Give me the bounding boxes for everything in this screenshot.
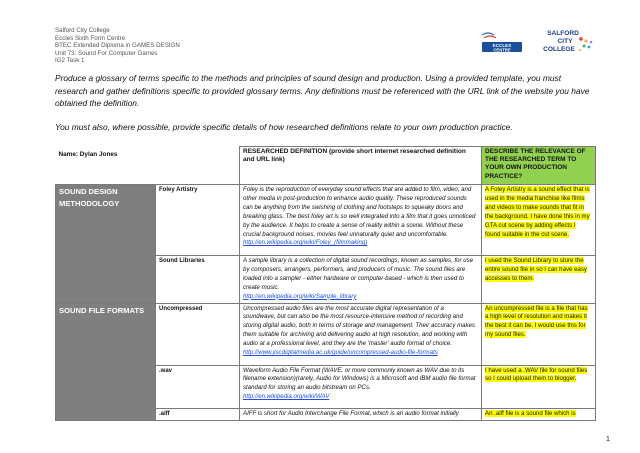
definition-cell [240, 185, 482, 256]
relevance-text: I used the Sound Library to store the entire sound file in so I can have easy accesses to them. [485, 257, 587, 282]
eccles-centre-logo [478, 30, 526, 54]
brief-paragraph: You must also, where possible, provide specific details of how researched definitions relate to your own production practice. [55, 121, 513, 132]
term-cell: Foley Artistry [156, 185, 240, 256]
relevance-cell [482, 303, 596, 365]
definition-text: A sample library is a collection of digital sound recordings, known as samples, for use by composers, arrangers, performers, and producers of music. The sound files are loaded into a sampler - either hardware or computer-based - which is then used to create music. [243, 257, 474, 291]
relevance-cell [482, 256, 596, 304]
definition-cell [240, 256, 482, 304]
section-sound-design-methodology: SOUND DESIGN METHODOLOGY [56, 185, 156, 304]
header-line: Unit 73: Sound For Computer Games [55, 49, 158, 57]
header-line: BTEC Extended Diploma in GAMES DESIGN [55, 42, 180, 50]
term-cell: Sound Libraries [156, 256, 240, 304]
svg-text:CENTRE: CENTRE [493, 47, 511, 53]
student-name: Name: Dylan Jones [56, 147, 240, 185]
svg-text:CITY: CITY [557, 38, 573, 45]
svg-text:COLLEGE: COLLEGE [543, 46, 575, 53]
salford-city-college-logo [533, 26, 597, 56]
definition-cell [240, 408, 482, 420]
relevance-text: I have used a .WAV file for sound files so I could upload them to blogger. [485, 366, 588, 383]
definition-link[interactable]: http://en.wikipedia.org/wiki/Foley_(filmmaking) [243, 239, 368, 247]
relevance-cell [482, 408, 596, 420]
relevance-cell [482, 365, 596, 408]
definition-cell [240, 365, 482, 408]
table-header-row [56, 147, 596, 185]
glossary-table [55, 146, 596, 421]
assignment-brief [55, 72, 595, 144]
term-cell: .wav [156, 365, 240, 408]
definition-text: Waveform Audio File Format (WAVE, or more commonly known as WAV due to its filename extension)(rarely, Audio for Windows) is a Microsoft and IBM audio file format standard for storing an audio bitstream on PCs. [243, 366, 476, 392]
term-cell: Uncompressed [156, 303, 240, 365]
definition-text: Foley is the reproduction of everyday sound effects that are added to film, video, and other media in post-production to enhance audio quality. These reproduced sounds can be anything from the swishing of clothing and footsteps to squeaky doors and breaking glass. The best foley art is so well integrated into a film that it goes unnoticed by the audience. It helps to create a sense of reality within a scene. Without these crucial background noises, movies feel unnaturally quiet and uncomfortable. [243, 186, 476, 238]
header-line: Eccles Sixth Form Centre [55, 34, 126, 42]
definition-link[interactable]: http://www.jiscdigitalmedia.ac.uk/guide/uncompressed-audio-file-formats [243, 349, 438, 357]
relevance-text: A Foley Artistry is a sound effect that is used in the media franchise like films and videos to make sounds that fit in the background. I have done this in my GTA cut scene by adding effects I found suitable in the cut scene. [485, 186, 590, 238]
table-row [56, 185, 596, 256]
definition-text: AIFF is short for Audio Interchange File Format, which is an audio format initially [243, 409, 459, 417]
term-cell: .aiff [156, 408, 240, 420]
relevance-column-header: DESCRIBE THE RELEVANCE OF THE RESEARCHED TERM TO YOUR OWN PRODUCTION PRACTICE? [482, 147, 596, 185]
relevance-cell [482, 185, 596, 256]
header-line: Salford City College [55, 27, 110, 34]
definition-text: Uncompressed audio files are the most accurate digital representation of a soundwave, but can also be the most resource-intensive method of recording and storing digital audio, both in terms of storage and management. Their accuracy makes them suitable for archiving and delivering audio at high resolution, and working with audio at a professional level, and they are the 'master' audio format of choice. [243, 304, 476, 348]
header-line: IG2 Task 1 [55, 57, 85, 65]
definition-cell [240, 303, 482, 365]
section-sound-file-formats: SOUND FILE FORMATS [56, 303, 156, 420]
page-number: 1 [606, 436, 610, 443]
brief-paragraph: Produce a glossary of terms specific to the methods and principles of sound design and production. Using a provided template, you must research and gather definitions specific to provided glossary terms. Any definitions must be referenced with the URL link of the website you have obtained the definition. [55, 73, 590, 108]
svg-text:ECCLES: ECCLES [492, 43, 512, 49]
definition-link[interactable]: http://en.wikipedia.org/wiki/WAV [243, 393, 330, 401]
relevance-text: An uncompressed file is a file that has a high level of resolution and makes it the best it can be. I would use this for my sound files. [485, 304, 588, 339]
relevance-text: An .aiff file is a sound file which is [485, 409, 576, 417]
table-row [56, 303, 596, 365]
svg-text:SALFORD: SALFORD [547, 30, 579, 37]
document-header [55, 27, 180, 65]
definition-link[interactable]: http://en.wikipedia.org/wiki/Sample_library [243, 292, 357, 300]
definition-column-header: RESEARCHED DEFINITION (provide short internet researched definition and URL link) [240, 147, 482, 185]
